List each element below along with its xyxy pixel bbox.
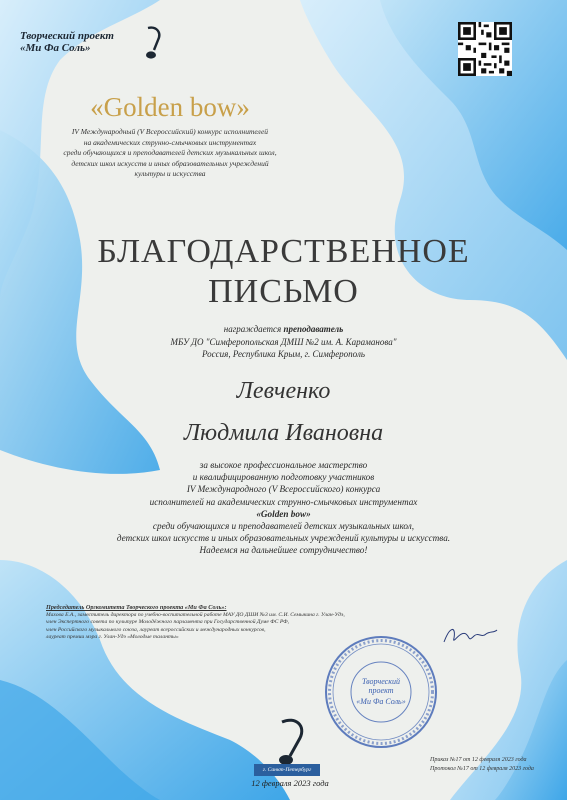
citation-text [40, 459, 527, 557]
stamp-text: проект [368, 686, 394, 695]
music-note-icon [142, 24, 168, 64]
order-line: Приказ №17 от 12 февраля 2023 года [430, 757, 527, 763]
contest-desc-line: детских школ искусств и иных образовательных учреждений [71, 158, 269, 168]
citation-line: среди обучающихся и преподавателей детских музыкальных школ, [152, 521, 415, 532]
chair-line: лауреат премии мэра г. Улан-Удэ «Молодые таланты» [46, 634, 179, 641]
citation-line: IV Международного (V Всероссийского) конкурса [186, 484, 381, 495]
logo-line1: Творческий проект [20, 30, 114, 42]
chair-line: Махова Е.А., заместитель директора по учебно-воспитательной работе МАУ ДО ДШИ №3 им. С.И. Семыкина г. Улан-Удэ, [46, 611, 345, 618]
awarded-block [80, 323, 487, 361]
title-line: БЛАГОДАРСТВЕННОЕ [97, 233, 470, 270]
contest-title: «Golden bow» [90, 92, 250, 122]
chair-line: член Экспертного совета по культуре Молодёжного парламента при Государственной Думе ФС РФ, [46, 619, 290, 626]
awarded-prefix: награждается [223, 324, 284, 334]
project-logo [14, 24, 164, 64]
citation-contest-name: «Golden bow» [256, 508, 311, 519]
chair-info [46, 604, 366, 642]
logo-text [20, 30, 114, 54]
contest-description [30, 127, 310, 180]
issue-date: 12 февраля 2023 года [251, 778, 329, 788]
title-line: ПИСЬМО [208, 273, 359, 310]
citation-line: исполнителей на академических струнно-смычковых инструментах [149, 496, 418, 507]
organization-stamp [323, 634, 439, 750]
contest-desc-line: культуры и искусства [134, 169, 206, 178]
contest-desc-line: среди обучающихся и преподавателей детских музыкальных школ, [63, 148, 277, 157]
logo-line2: «Ми Фа Соль» [20, 42, 91, 54]
awarded-line [80, 323, 487, 336]
citation-line: и квалифицированную подготовку участников [192, 472, 375, 483]
chair-heading: Председатель Оргкомитета Творческого проекта «Ми Фа Соль»: [46, 604, 227, 611]
chair-line: член Российского музыкального союза, лауреат всероссийских и международных конкурсов, [46, 626, 266, 633]
signature [440, 620, 500, 650]
citation-line: Надеемся на дальнейшее сотрудничество! [199, 545, 368, 556]
recipient-given-names: Людмила Ивановна [183, 420, 384, 446]
awarded-org: МБУ ДО "Симферопольская ДМШ №2 им. А. Караманова" [170, 336, 397, 347]
stamp-text: «Ми Фа Соль» [356, 697, 406, 706]
awarded-role: преподаватель [283, 324, 344, 334]
protocol-line: Протокол №17 от 12 февраля 2023 года [430, 766, 534, 772]
awarded-location: Россия, Республика Крым, г. Симферополь [202, 349, 365, 359]
recipient-surname: Левченко [236, 378, 331, 404]
contest-desc-line: на академических струнно-смычковых инструментах [83, 137, 257, 147]
citation-line: за высокое профессиональное мастерство [199, 460, 368, 470]
document-title [0, 232, 567, 312]
stamp-text: Творческий [362, 677, 400, 686]
order-info [430, 756, 560, 774]
place-label: г. Санкт-Петербург [254, 764, 320, 776]
contest-desc-line: IV Международный (V Всероссийский) конкурс исполнителей [71, 127, 269, 136]
qr-code-icon [458, 22, 512, 76]
citation-line: детских школ искусств и иных образовательных учреждений культуры и искусства. [116, 533, 451, 544]
